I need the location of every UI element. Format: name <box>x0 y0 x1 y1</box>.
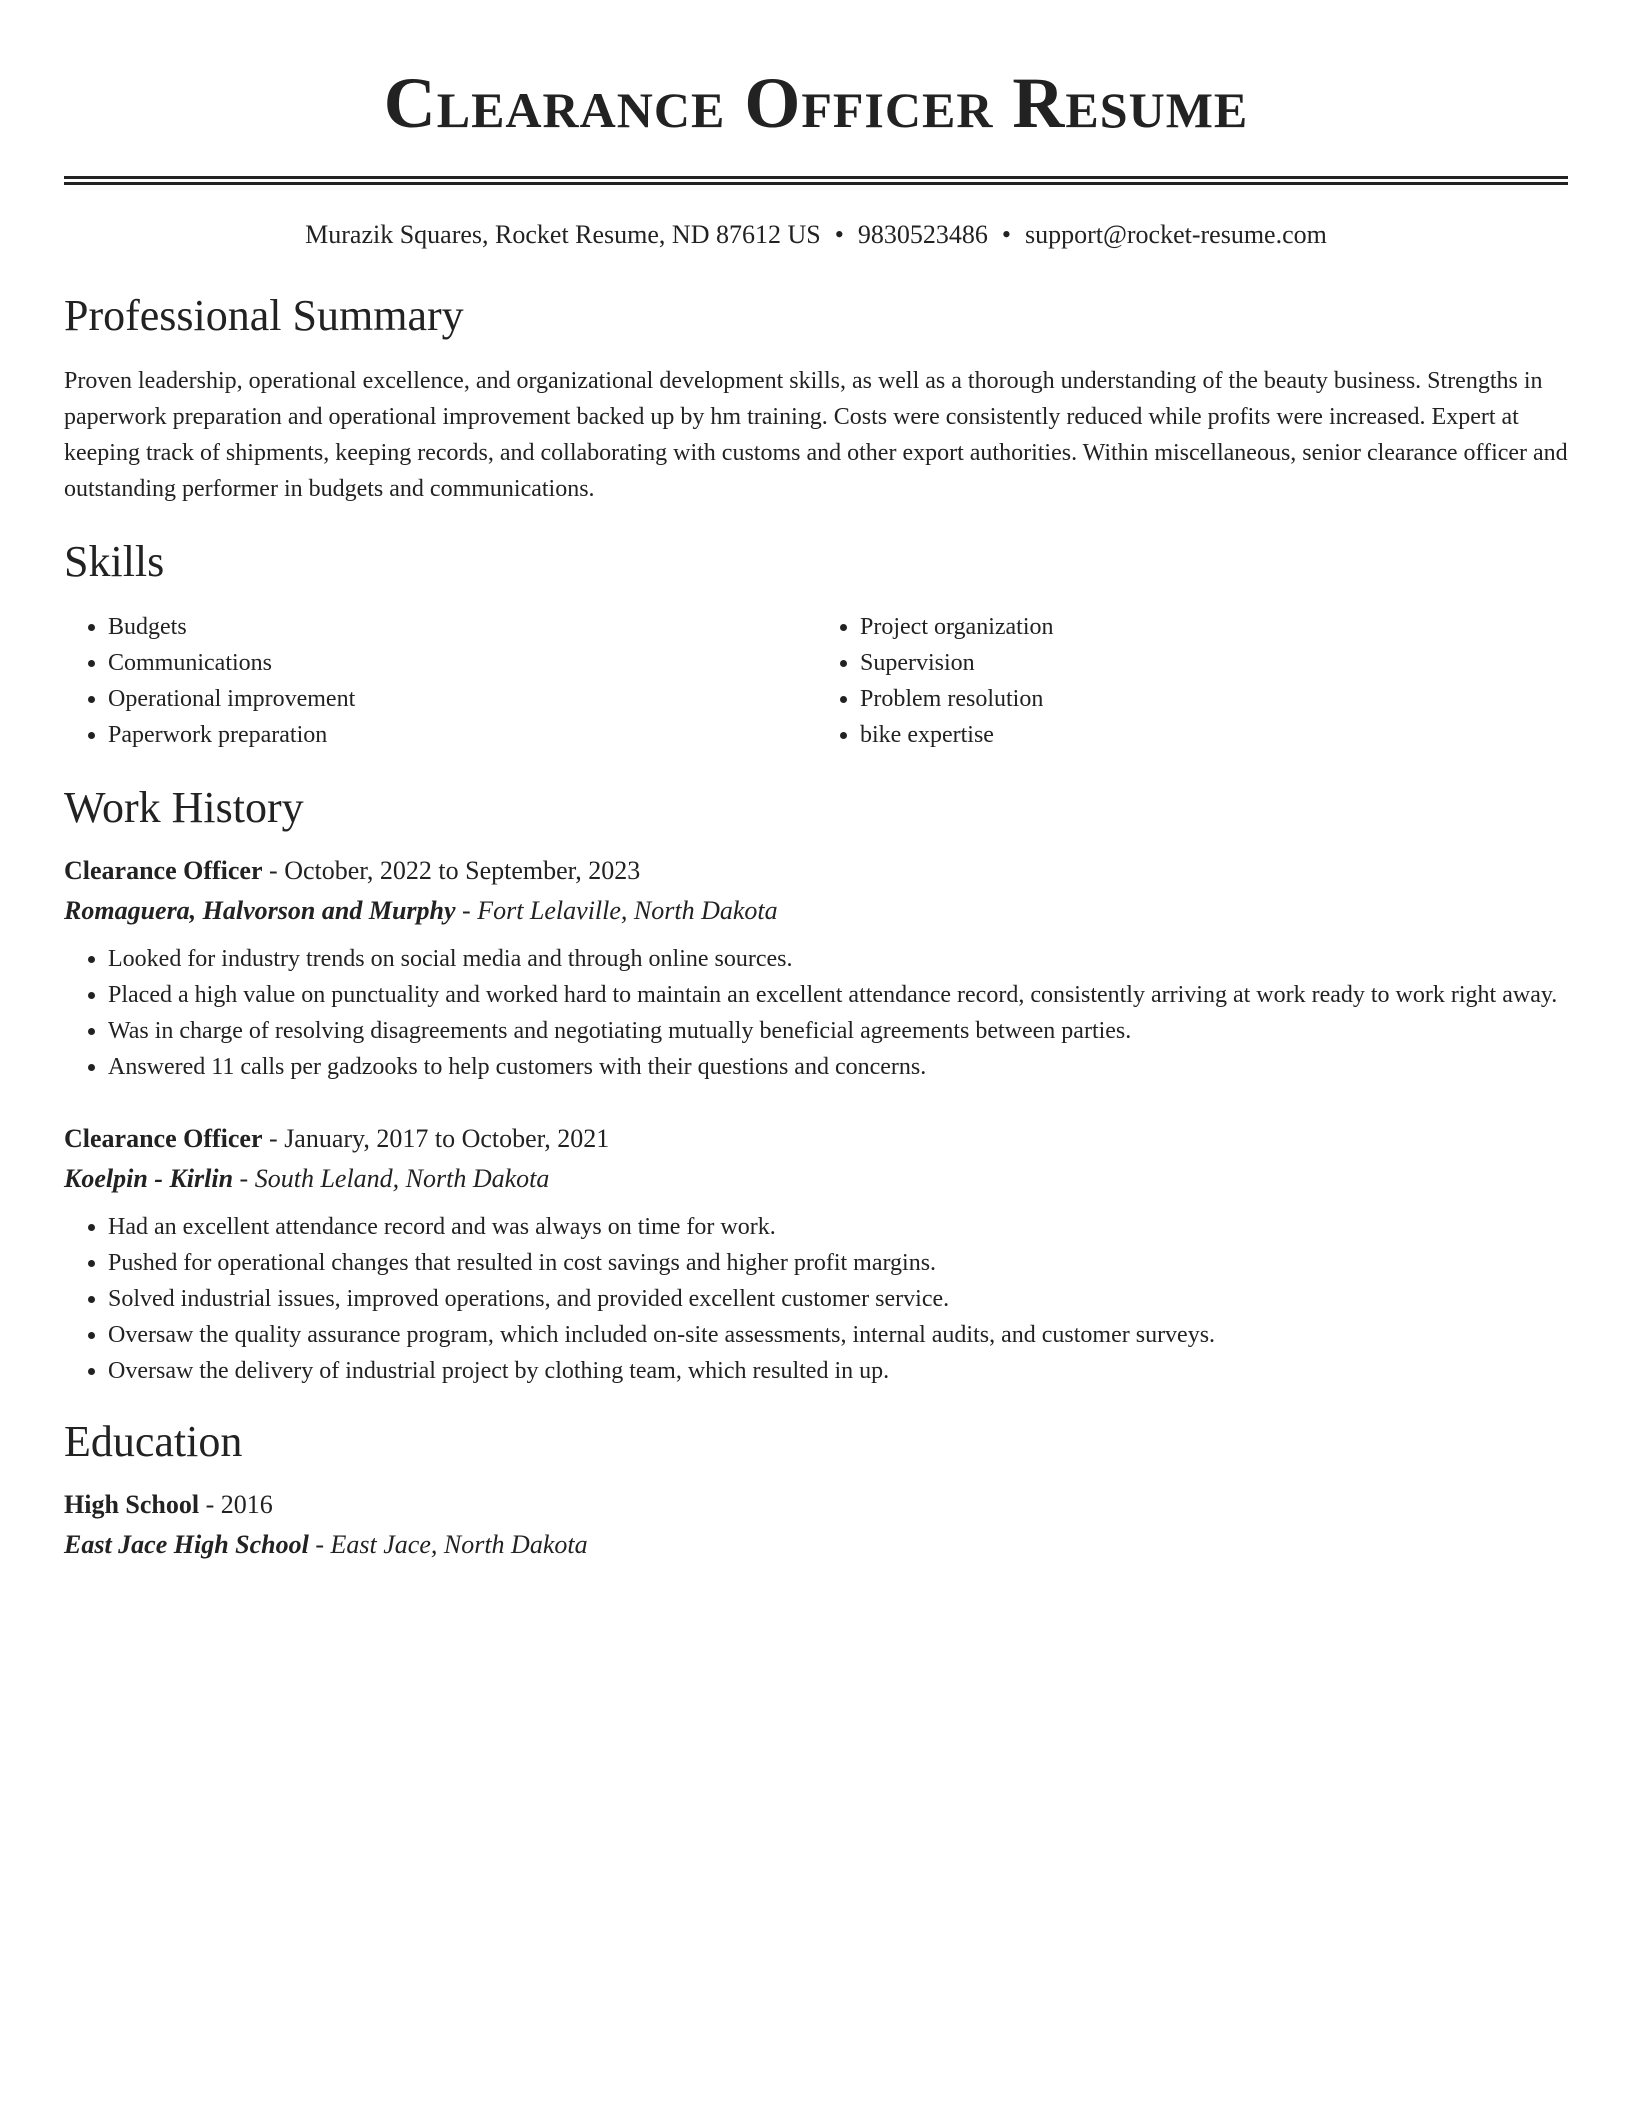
job-duty: • Placed a high value on punctuality and worked hard to maintain an excellent attendance record, consistently arriving at work ready to work right away. <box>108 977 1568 1013</box>
education-location: East Jace, North Dakota <box>330 1530 588 1559</box>
job-duty: • Had an excellent attendance record and was always on time for work. <box>108 1209 1568 1245</box>
job-duty: • Solved industrial issues, improved operations, and provided excellent customer service. <box>108 1281 1568 1317</box>
skill-item: • Supervision <box>860 645 1568 681</box>
skills-column-left <box>64 609 816 753</box>
job-dates: January, 2017 to October, 2021 <box>284 1124 610 1153</box>
job-duty: • Oversaw the quality assurance program, which included on-site assessments, internal audits, and customer surveys. <box>108 1317 1568 1353</box>
title-double-rule <box>64 176 1568 185</box>
contact-separator: • <box>834 220 844 249</box>
education-school: East Jace High School <box>64 1530 309 1559</box>
job-location: Fort Lelaville, North Dakota <box>477 896 778 925</box>
skill-item: • Operational improvement <box>108 681 816 717</box>
education-entry <box>64 1485 1568 1565</box>
resume-title: Clearance Officer Resume <box>383 63 1249 143</box>
work-history-heading: Work History <box>64 783 304 832</box>
summary-text: Proven leadership, operational excellence, and organizational development skills, as well as a thorough understanding of the beauty business. Strengths in paperwork preparation and operational improvement backed up by hm training. Costs were consistently reduced while profits were increased. Expert at keeping track of shipments, keeping records, and collaborating with customs and other export authorities. Within miscellaneous, senior clearance officer and outstanding performer in budgets and communications. <box>64 368 1568 502</box>
skill-item: • Project organization <box>860 609 1568 645</box>
skills-list <box>64 609 1568 753</box>
job-title-line: Clearance Officer - October, 2022 to September, 2023 <box>64 856 641 885</box>
job-location: South Leland, North Dakota <box>254 1164 550 1193</box>
job-employer-line: Koelpin - Kirlin - South Leland, North Dakota <box>64 1164 550 1193</box>
contact-phone: 9830523486 <box>857 220 988 249</box>
job-duties-list <box>64 941 1568 1085</box>
job-title-line: Clearance Officer - January, 2017 to October, 2021 <box>64 1124 610 1153</box>
education-school-line: East Jace High School - East Jace, North Dakota <box>64 1530 588 1559</box>
education-degree-line: High School - 2016 <box>64 1490 273 1519</box>
skills-heading: Skills <box>64 537 165 586</box>
job-entry <box>64 851 1568 1085</box>
job-title: Clearance Officer <box>64 856 263 885</box>
summary-heading: Professional Summary <box>64 291 464 340</box>
education-degree: High School <box>64 1490 200 1519</box>
contact-address: Murazik Squares, Rocket Resume, ND 87612 US <box>305 220 821 249</box>
job-title: Clearance Officer <box>64 1124 263 1153</box>
contact-separator: • <box>1001 220 1011 249</box>
job-duty: • Pushed for operational changes that resulted in cost savings and higher profit margins. <box>108 1245 1568 1281</box>
job-duty: • Oversaw the delivery of industrial project by clothing team, which resulted in up. <box>108 1353 1568 1389</box>
job-duties-list <box>64 1209 1568 1389</box>
skill-item: • Problem resolution <box>860 681 1568 717</box>
job-employer-line: Romaguera, Halvorson and Murphy - Fort Lelaville, North Dakota <box>64 896 778 925</box>
education-heading: Education <box>64 1417 243 1466</box>
job-duty: • Was in charge of resolving disagreements and negotiating mutually beneficial agreements between parties. <box>108 1013 1568 1049</box>
skills-column-right <box>816 609 1568 753</box>
skill-item: • Paperwork preparation <box>108 717 816 753</box>
education-year: 2016 <box>220 1490 273 1519</box>
skill-item: • Budgets <box>108 609 816 645</box>
job-company: Koelpin - Kirlin <box>64 1164 234 1193</box>
job-duty: • Looked for industry trends on social media and through online sources. <box>108 941 1568 977</box>
job-dates: October, 2022 to September, 2023 <box>284 856 641 885</box>
job-company: Romaguera, Halvorson and Murphy <box>64 896 456 925</box>
skill-item: • bike expertise <box>860 717 1568 753</box>
contact-line <box>64 219 1568 251</box>
contact-email: support@rocket-resume.com <box>1024 220 1327 249</box>
job-duty: • Answered 11 calls per gadzooks to help customers with their questions and concerns. <box>108 1049 1568 1085</box>
job-entry <box>64 1119 1568 1389</box>
skill-item: • Communications <box>108 645 816 681</box>
